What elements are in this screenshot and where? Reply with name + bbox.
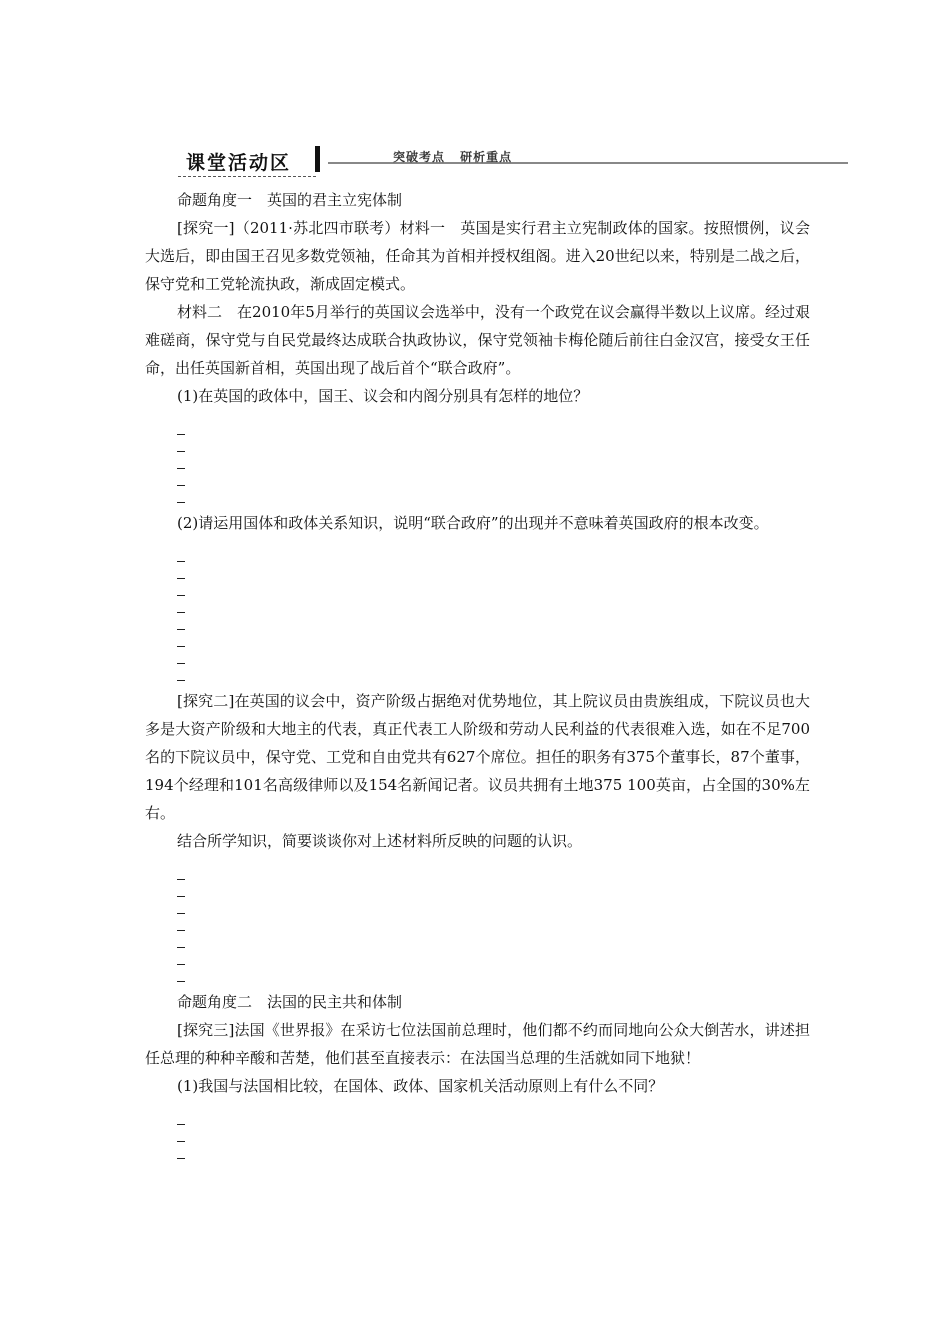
- answer-line[interactable]: [177, 545, 185, 562]
- inquiry1-question1: (1)在英国的政体中，国王、议会和内阁分别具有怎样的地位？: [177, 387, 589, 405]
- answer-line[interactable]: [177, 486, 185, 503]
- answer-blanks-inquiry3[interactable]: [177, 1108, 810, 1159]
- document-body: [145, 186, 810, 1165]
- answer-line[interactable]: [177, 965, 185, 982]
- answer-line[interactable]: [177, 1108, 185, 1125]
- inquiry1-question2: (2)请运用国体和政体关系知识，说明“联合政府”的出现并不意味着英国政府的根本改变。: [177, 514, 769, 532]
- answer-line[interactable]: [177, 948, 185, 965]
- section1-title: 命题角度一 英国的君主立宪体制: [177, 191, 403, 209]
- inquiry2-material: [探究二]在英国的议会中，资产阶级占据绝对优势地位，其上院议员由贵族组成，下院议员也大多是大资产阶级和大地主的代表，真正代表工人阶级和劳动人民利益的代表很难入选，如在不足700名的下院议员中，保守党、工党和自由党共有627个席位。担任的职务有375个董事长，87个董事，194个经理和101名高级律师以及154名新闻记者。议员共拥有土地375 100英亩，占全国的30%左右。: [145, 692, 810, 822]
- answer-line[interactable]: [177, 664, 185, 681]
- section2-title: 命题角度二 法国的民主共和体制: [177, 993, 403, 1011]
- answer-line[interactable]: [177, 579, 185, 596]
- inquiry3-material: [探究三]法国《世界报》在采访七位法国前总理时，他们都不约而同地向公众大倒苦水，讲述担任总理的种种辛酸和苦楚，他们甚至直接表示：在法国当总理的生活就如同下地狱！: [145, 1021, 810, 1067]
- answer-line[interactable]: [177, 880, 185, 897]
- section-header: [178, 144, 848, 184]
- answer-line[interactable]: [177, 1125, 185, 1142]
- answer-line[interactable]: [177, 914, 185, 931]
- answer-line[interactable]: [177, 630, 185, 647]
- header-dashed-underline: [178, 176, 316, 177]
- header-subtitle: 突破考点 研析重点: [393, 150, 513, 164]
- answer-line[interactable]: [177, 863, 185, 880]
- answer-line[interactable]: [177, 469, 185, 486]
- answer-line[interactable]: [177, 647, 185, 664]
- header-title: 课堂活动区: [186, 152, 292, 174]
- answer-line[interactable]: [177, 897, 185, 914]
- answer-blanks-q1[interactable]: [177, 418, 810, 503]
- inquiry1-material1: [探究一]（2011·苏北四市联考）材料一 英国是实行君主立宪制政体的国家。按照惯例，议会大选后，即由国王召见多数党领袖，任命其为首相并授权组阁。进入20世纪以来，特别是二战之后，保守党和工党轮流执政，渐成固定模式。: [145, 219, 810, 293]
- inquiry3-question1: (1)我国与法国相比较，在国体、政体、国家机关活动原则上有什么不同？: [177, 1077, 664, 1095]
- answer-line[interactable]: [177, 452, 185, 469]
- answer-blanks-q2[interactable]: [177, 545, 810, 681]
- answer-line[interactable]: [177, 435, 185, 452]
- inquiry1-material2: 材料二 在2010年5月举行的英国议会选举中，没有一个政党在议会赢得半数以上议席。经过艰难磋商，保守党与自民党最终达成联合执政协议，保守党领袖卡梅伦随后前往白金汉宫，接受女王任命，出任英国新首相，英国出现了战后首个“联合政府”。: [145, 303, 810, 377]
- answer-line[interactable]: [177, 613, 185, 630]
- inquiry2-question: 结合所学知识，简要谈谈你对上述材料所反映的问题的认识。: [177, 832, 583, 850]
- answer-line[interactable]: [177, 418, 185, 435]
- answer-line[interactable]: [177, 562, 185, 579]
- answer-line[interactable]: [177, 931, 185, 948]
- answer-line[interactable]: [177, 1142, 185, 1159]
- header-divider-bar: [315, 146, 320, 172]
- answer-blanks-inquiry2[interactable]: [177, 863, 810, 982]
- answer-line[interactable]: [177, 596, 185, 613]
